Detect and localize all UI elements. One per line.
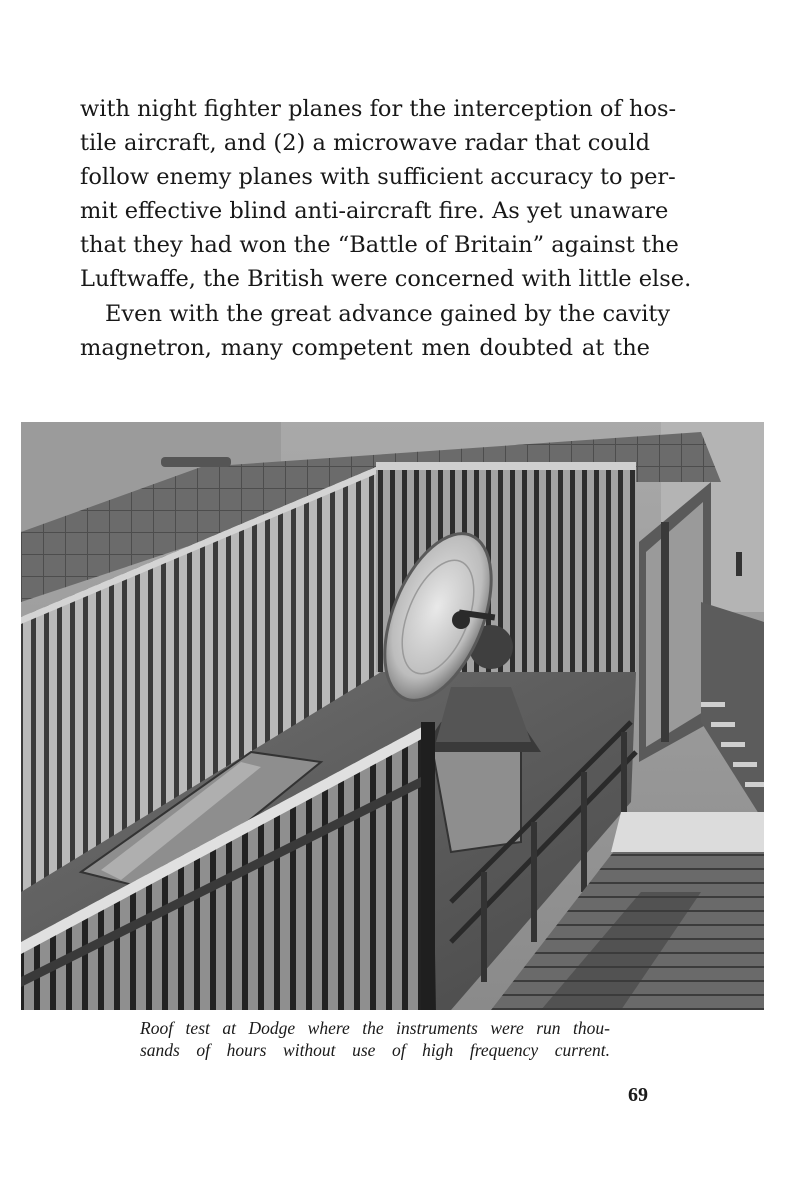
body-line: follow enemy planes with sufficient accuracy to per-	[80, 164, 676, 191]
caption-line: Roof test at Dodge where the instruments were run thou-	[140, 1018, 610, 1038]
body-line: that they had won the “Battle of Britain” against the	[80, 232, 679, 259]
body-line: magnetron, many competent men doubted at the	[80, 334, 650, 361]
body-text	[80, 92, 692, 365]
page-number: 69	[628, 1084, 648, 1106]
body-line: tile aircraft, and (2) a microwave radar that could	[80, 130, 650, 157]
body-line: mit effective blind anti-aircraft fire. As yet unaware	[80, 198, 669, 225]
rooftop-radar-photo	[21, 422, 764, 1010]
caption-line: sands of hours without use of high frequency current.	[140, 1040, 610, 1060]
body-line: Luftwaffe, the British were concerned with little else.	[80, 266, 692, 293]
body-line: Even with the great advance gained by the cavity	[105, 300, 671, 327]
figure-caption	[140, 1017, 610, 1061]
body-line: with night fighter planes for the interception of hos-	[80, 96, 677, 122]
